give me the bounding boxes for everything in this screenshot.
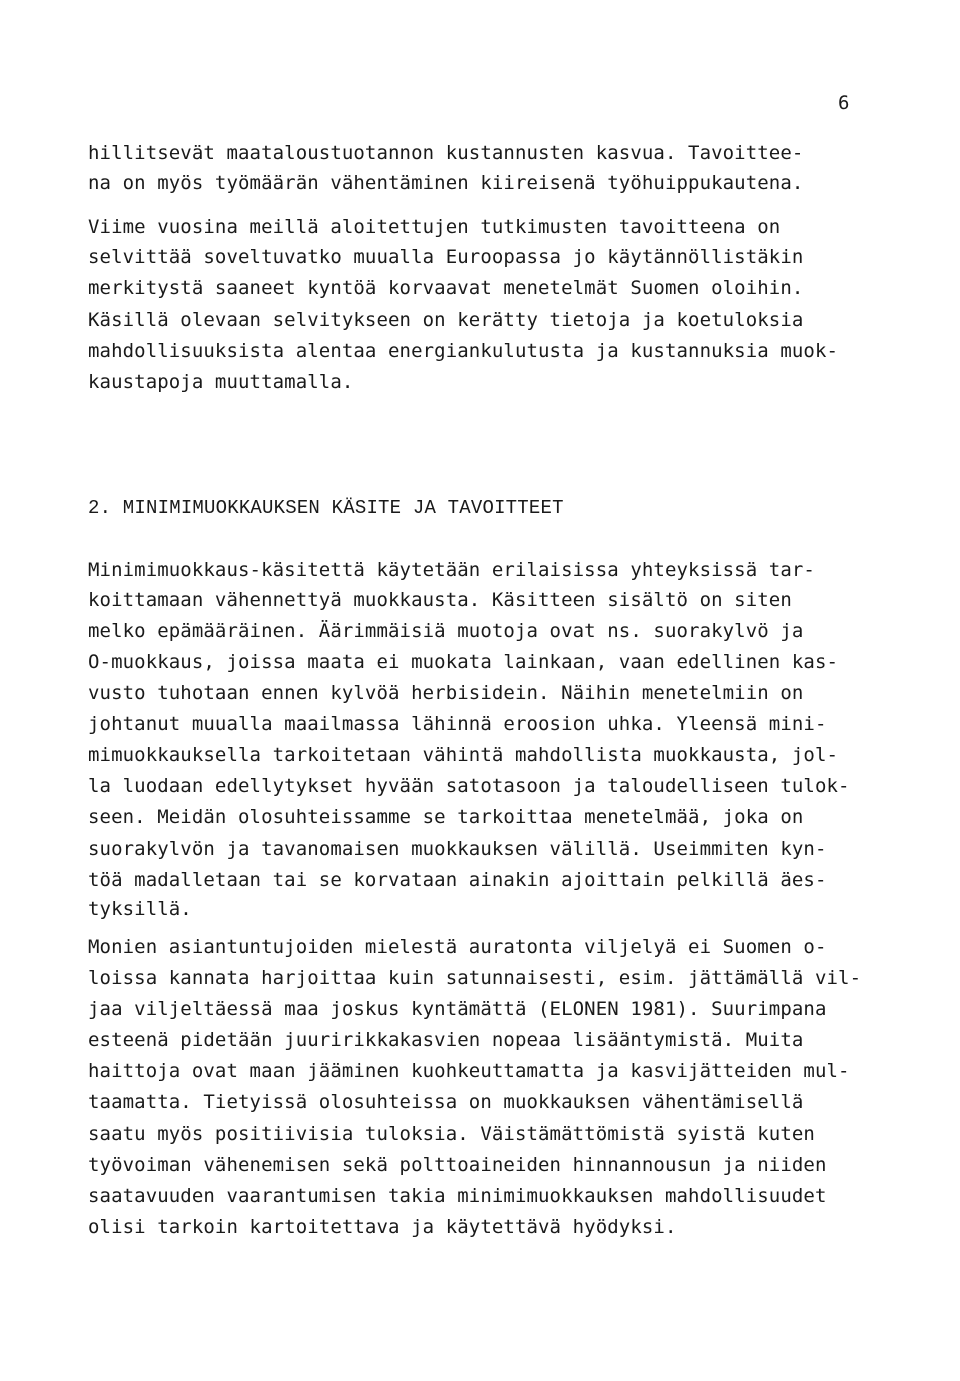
text-line: suorakylvön ja tavanomaisen muokkauksen välillä. Useimmiten kyn-	[88, 838, 827, 860]
text-line: työvoiman vähenemisen sekä polttoaineiden hinnannousun ja niiden	[88, 1154, 827, 1176]
text-line: Minimimuokkaus-käsitettä käytetään erilaisissa yhteyksissä tar-	[88, 559, 815, 581]
page-number: 6	[838, 92, 850, 114]
text-line: na on myös työmäärän vähentäminen kiireisenä työhuippukautena.	[88, 172, 804, 194]
text-line: seen. Meidän olosuhteissamme se tarkoittaa menetelmää, joka on	[88, 806, 804, 828]
text-line: O-muokkaus, joissa maata ei muokata lainkaan, vaan edellinen kas-	[88, 651, 839, 673]
section-heading: 2. MINIMIMUOKKAUKSEN KÄSITE JA TAVOITTEET	[88, 497, 564, 519]
text-line: haittoja ovat maan jääminen kuohkeuttamatta ja kasvijätteiden mul-	[88, 1060, 850, 1082]
text-line: la luodaan edellytykset hyvään satotasoon ja taloudelliseen tulok-	[88, 775, 850, 797]
text-line: saatavuuden vaarantumisen takia minimimuokkauksen mahdollisuudet	[88, 1185, 827, 1207]
text-line: selvittää soveltuvatko muualla Euroopassa jo käytännöllistäkin	[88, 246, 804, 268]
text-line: vusto tuhotaan ennen kylvöä herbisidein. Näihin menetelmiin on	[88, 682, 804, 704]
text-line: Monien asiantuntujoiden mielestä auratonta viljelyä ei Suomen o-	[88, 936, 827, 958]
text-line: esteenä pidetään juuririkkakasvien nopeaa lisääntymistä. Muita	[88, 1029, 804, 1051]
text-line: loissa kannata harjoittaa kuin satunnaisesti, esim. jättämällä vil-	[88, 967, 862, 989]
text-line: koittamaan vähennettyä muokkausta. Käsitteen sisältö on siten	[88, 589, 792, 611]
text-line: tyksillä.	[88, 898, 192, 920]
text-line: mahdollisuuksista alentaa energiankulutusta ja kustannuksia muok-	[88, 340, 839, 362]
text-line: hillitsevät maataloustuotannon kustannusten kasvua. Tavoittee-	[88, 142, 804, 164]
text-line: taamatta. Tietyissä olosuhteissa on muokkauksen vähentämisellä	[88, 1091, 804, 1113]
text-line: kaustapoja muuttamalla.	[88, 371, 354, 393]
text-line: töä madalletaan tai se korvataan ainakin ajoittain pelkillä äes-	[88, 869, 827, 891]
text-line: jaa viljeltäessä maa joskus kyntämättä (ELONEN 1981). Suurimpana	[88, 998, 827, 1020]
text-line: merkitystä saaneet kyntöä korvaavat menetelmät Suomen oloihin.	[88, 277, 804, 299]
text-line: mimuokkauksella tarkoitetaan vähintä mahdollista muokkausta, jol-	[88, 744, 839, 766]
text-line: Viime vuosina meillä aloitettujen tutkimusten tavoitteena on	[88, 216, 781, 238]
text-line: olisi tarkoin kartoitettava ja käytettävä hyödyksi.	[88, 1216, 677, 1238]
text-line: johtanut muualla maailmassa lähinnä eroosion uhka. Yleensä mini-	[88, 713, 827, 735]
text-line: Käsillä olevaan selvitykseen on kerätty tietoja ja koetuloksia	[88, 309, 804, 331]
text-line: melko epämääräinen. Äärimmäisiä muotoja ovat ns. suorakylvö ja	[88, 620, 804, 642]
text-line: saatu myös positiivisia tuloksia. Väistämättömistä syistä kuten	[88, 1123, 815, 1145]
